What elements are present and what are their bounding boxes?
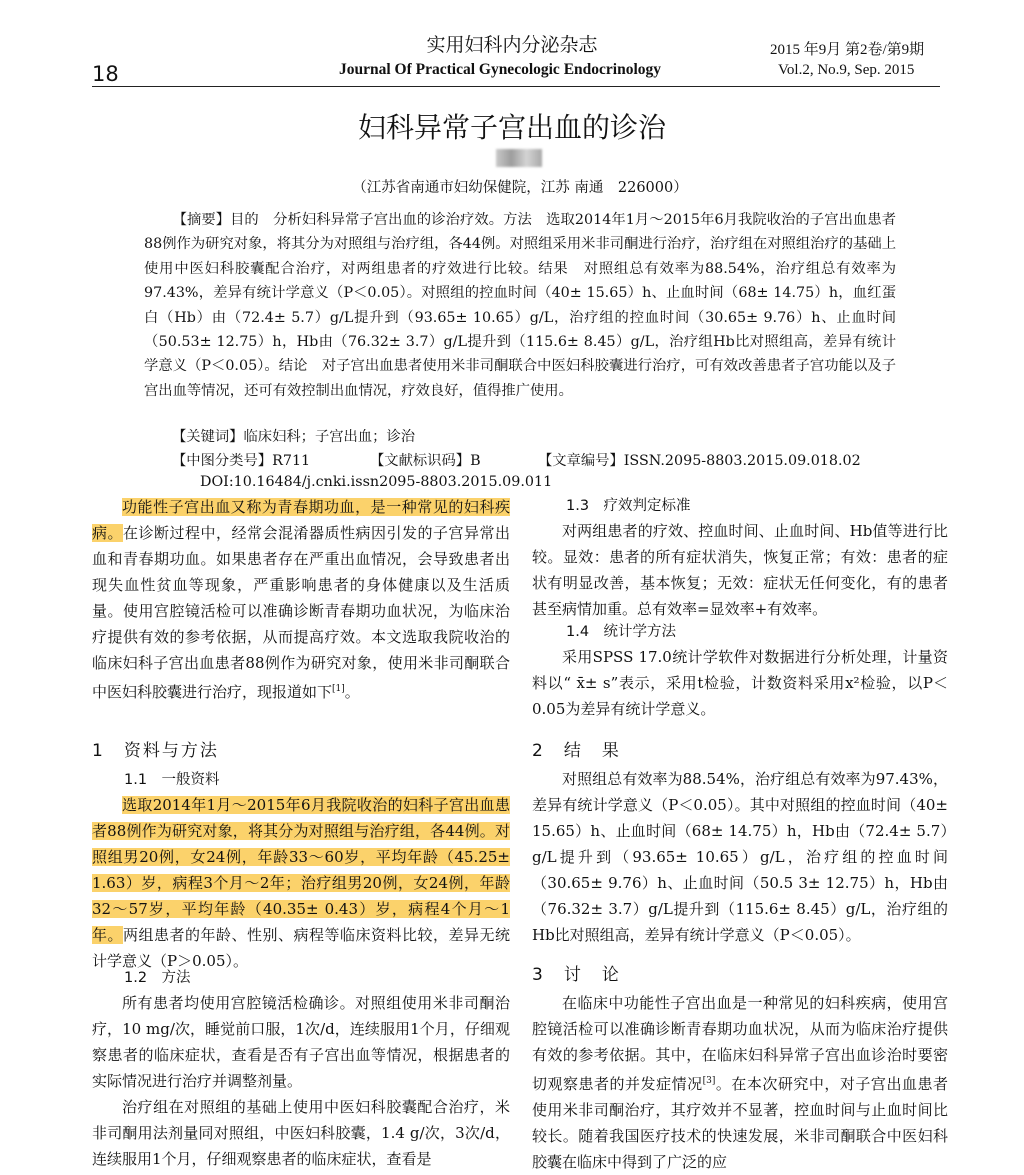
methods-paragraph-2: 治疗组在对照组的基础上使用中医妇科胶囊配合治疗，米非司酮用法剂量同对照组，中医妇科胶囊，1.4 g/次，3次/d，连续服用1个月，仔细观察患者的临床症状，查看是 [92,1098,510,1168]
section-1-3-paragraph: 对两组患者的疗效、控血时间、止血时间、Hb值等进行比较。显效：患者的所有症状消失，恢复正常；有效：患者的症状有明显改善，基本恢复；无效：症状无任何变化，有的患者甚至病情加重。总有效率=显效率+有效率。 [532,522,948,618]
section-1-1-text: 两组患者的年龄、性别、病程等临床资料比较，差异无统计学意义（P＞0.05）。 [92,926,510,970]
volume-issue: Vol.2, No.9, Sep. 2015 [778,62,915,78]
abstract-text: 【摘要】目的 分析妇科异常子宫出血的诊治疗效。方法 选取2014年1月～2015年6月我院收治的子宫出血患者88例作为研究对象，将其分为对照组与治疗组，各44例。对照组采用米非司酮进行治疗，治疗组在对照组治疗的基础上使用中医妇科胶囊配合治疗，对两组患者的疗效进行比较。结果 对照组总有效率为88.54%，治疗组总有效率为97.43%，差异有统计学意义（P＜0.05）。对照组的控血时间（40± 15.65）h、止血时间（68± 14.75）h，血红蛋白（Hb）由（72.4± 5.7）g/L提升到（93.65± 10.65）g/L，治疗组的控血时间（30.65± 9.76）h、止血时间（50.53± 12.75）h，Hb由（76.32± 3.7）g/L提升到（115.6± 8.45）g/L，治疗组Hb比对照组高，差异有统计学意义（P＜0.05）。结论 对子宫出血患者使用米非司酮联合中医妇科胶囊进行治疗，可有效改善患者子宫功能以及子宫出血等情况，还可有效控制出血情况，疗效良好，值得推广使用。 [144,212,896,399]
section-3-paragraph: 在临床中功能性子宫出血是一种常见的妇科疾病，使用宫腔镜活检可以准确诊断青春期功血状况，从而为临床治疗提供有效的参考依据。其中，在临床妇科异常子宫出血诊治时要密切观察患者的并发症情况[3]。在本次研究中，对子宫出血患者使用米非司酮治疗，其疗效并不显著，控血时间与止血时间比较长。随着我国医疗技术的快速发展，米非司酮联合中医妇科胶囊在临床中得到了广泛的应 [532,994,948,1171]
section-1-4-heading: 1.4 统计学方法 [566,624,677,640]
section-1-3-heading: 1.3 疗效判定标准 [566,498,691,514]
section-1-2-paragraphs [92,990,510,1172]
section-2-paragraph: 对照组总有效率为88.54%，治疗组总有效率为97.43%，差异有统计学意义（P＜0.05）。其中对照组的控血时间（40± 15.65）h、止血时间（68± 14.75）h，Hb由（72.4± 5.7）g/L提升到（93.65± 10.65）g/L，治疗组的控血时间（30.65± 9.76）h、止血时间（50.5 3± 12.75）h，Hb由（76.32± 3.7）g/L提升到（115.6± 8.45）g/L，治疗组的Hb比对照组高，差异有统计学意义（P＜0.05）。 [532,770,948,944]
highlighted-text: 功能性子宫出血又称为青春期功血，是一种常见的妇科疾病。 [92,498,510,542]
intro-paragraph [92,494,510,705]
journal-title-en: Journal Of Practical Gynecologic Endocrinology [338,61,662,78]
methods-paragraph-1: 所有患者均使用宫腔镜活检确诊。对照组使用米非司酮治疗，10 mg/次，睡觉前口服，1次/d，连续服用1个月，仔细观察患者的临床症状，查看是否有子宫出血等情况，根据患者的实际情况进行治疗并调整剂量。 [92,994,510,1090]
clc-number: 【中图分类号】R711 [172,453,311,469]
affiliation: （江苏省南通市妇幼保健院，江苏 南通 226000） [352,180,688,196]
article-number: 【文章编号】ISSN.2095-8803.2015.09.018.02 [538,453,861,469]
issue-date: 2015 年9月 第2卷/第9期 [770,42,925,58]
intro-end: 。 [344,683,360,701]
highlighted-text: 选取2014年1月～2015年6月我院收治的妇科子宫出血患者88例作为研究对象，将其分为对照组与治疗组，各44例。对照组男20例，女24例，年龄33～60岁，平均年龄（45.25± 1.63）岁，病程3个月～2年；治疗组男20例，女24例，年龄32～57岁，平均年龄（40.35± 0.43）岁，病程4个月～1年。 [92,796,510,944]
section-1-heading: 1 资料与方法 [92,741,219,761]
abstract [144,208,896,403]
section-1-2-heading: 1.2 方法 [124,970,191,986]
section-3-heading: 3 讨 论 [532,965,621,985]
doi: DOI:10.16484/j.cnki.issn2095-8803.2015.09.011 [200,474,553,490]
citation-ref: [1] [332,684,345,694]
page-number: 18 [92,62,119,86]
article-title: 妇科异常子宫出血的诊治 [357,111,666,144]
section-1-1-paragraph [92,792,510,974]
journal-title-cn: 实用妇科内分泌杂志 [426,34,598,56]
header-rule [92,86,940,87]
intro-text: 在诊断过程中，经常会混淆器质性病因引发的子宫异常出血和青春期功血。如果患者存在严重出血情况，会导致患者出现失血性贫血等现象，严重影响患者的身体健康以及生活质量。使用宫腔镜活检可以准确诊断青春期功血状况，为临床治疗提供有效的参考依据，从而提高疗效。本文选取我院收治的临床妇科子宫出血患者88例作为研究对象，使用米非司酮联合中医妇科胶囊进行治疗，现报道如下 [92,524,510,701]
keywords: 【关键词】临床妇科；子宫出血；诊治 [172,429,416,445]
author-name-redacted [496,149,542,167]
citation-ref: [3] [702,1076,716,1086]
document-code: 【文献标识码】B [370,453,481,469]
section-2-heading: 2 结 果 [532,741,621,761]
section-1-1-heading: 1.1 一般资料 [124,772,220,788]
section-1-4-paragraph: 采用SPSS 17.0统计学软件对数据进行分析处理，计量资料以“ x̄± s”表示，采用t检验，计数资料采用x²检验，以P＜0.05为差异有统计学意义。 [532,648,948,718]
